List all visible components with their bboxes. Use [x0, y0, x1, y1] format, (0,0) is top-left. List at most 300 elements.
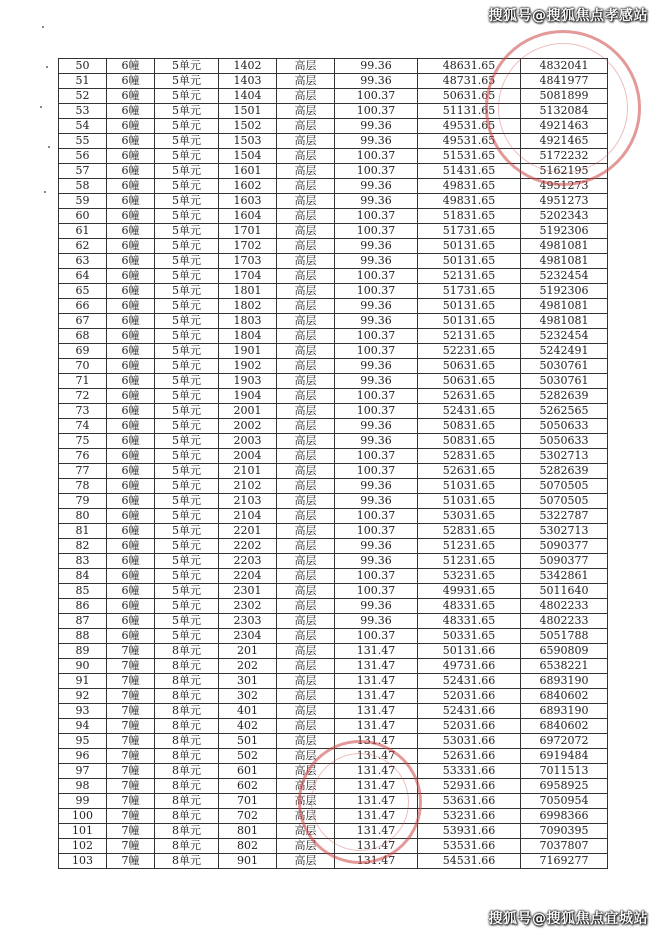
cell-building: 7幢	[107, 689, 155, 704]
cell-type: 高层	[277, 224, 335, 239]
cell-type: 高层	[277, 494, 335, 509]
cell-room: 2303	[219, 614, 277, 629]
cell-row-number: 98	[59, 779, 107, 794]
cell-area: 131.47	[335, 689, 418, 704]
cell-area: 99.36	[335, 119, 418, 134]
cell-area: 100.37	[335, 569, 418, 584]
cell-unit: 5单元	[155, 479, 219, 494]
cell-unit: 5单元	[155, 119, 219, 134]
cell-building: 7幢	[107, 854, 155, 869]
cell-unit: 5单元	[155, 239, 219, 254]
table-row	[59, 779, 608, 794]
cell-unit-price: 51031.65	[418, 494, 521, 509]
cell-room: 301	[219, 674, 277, 689]
cell-row-number: 75	[59, 434, 107, 449]
cell-building: 6幢	[107, 434, 155, 449]
cell-total-price: 5202343	[521, 209, 608, 224]
cell-unit: 8单元	[155, 764, 219, 779]
cell-unit: 5单元	[155, 269, 219, 284]
cell-unit: 8单元	[155, 704, 219, 719]
cell-unit: 5单元	[155, 254, 219, 269]
cell-total-price: 7169277	[521, 854, 608, 869]
cell-unit: 8单元	[155, 719, 219, 734]
cell-row-number: 101	[59, 824, 107, 839]
cell-row-number: 64	[59, 269, 107, 284]
cell-unit-price: 54531.66	[418, 854, 521, 869]
cell-room: 1502	[219, 119, 277, 134]
cell-room: 802	[219, 839, 277, 854]
table-row	[59, 509, 608, 524]
cell-unit: 5单元	[155, 389, 219, 404]
cell-area: 100.37	[335, 584, 418, 599]
cell-building: 6幢	[107, 329, 155, 344]
cell-building: 7幢	[107, 824, 155, 839]
cell-row-number: 63	[59, 254, 107, 269]
cell-unit-price: 49831.65	[418, 179, 521, 194]
cell-unit: 5单元	[155, 509, 219, 524]
cell-room: 2202	[219, 539, 277, 554]
cell-unit: 5单元	[155, 524, 219, 539]
cell-total-price: 7011513	[521, 764, 608, 779]
cell-total-price: 4981081	[521, 299, 608, 314]
table-row	[59, 464, 608, 479]
cell-row-number: 51	[59, 74, 107, 89]
cell-row-number: 89	[59, 644, 107, 659]
cell-type: 高层	[277, 464, 335, 479]
cell-area: 100.37	[335, 164, 418, 179]
cell-row-number: 96	[59, 749, 107, 764]
table-row	[59, 494, 608, 509]
cell-area: 100.37	[335, 224, 418, 239]
cell-building: 6幢	[107, 239, 155, 254]
cell-building: 6幢	[107, 494, 155, 509]
cell-type: 高层	[277, 524, 335, 539]
cell-building: 6幢	[107, 104, 155, 119]
table-row	[59, 134, 608, 149]
cell-unit: 8单元	[155, 734, 219, 749]
cell-unit: 5单元	[155, 344, 219, 359]
cell-unit-price: 48331.65	[418, 614, 521, 629]
table-row	[59, 344, 608, 359]
cell-room: 501	[219, 734, 277, 749]
cell-area: 100.37	[335, 629, 418, 644]
cell-area: 131.47	[335, 719, 418, 734]
table-row	[59, 299, 608, 314]
cell-unit: 5单元	[155, 464, 219, 479]
cell-type: 高层	[277, 344, 335, 359]
cell-unit-price: 52031.66	[418, 719, 521, 734]
cell-unit: 8单元	[155, 839, 219, 854]
cell-room: 2001	[219, 404, 277, 419]
cell-type: 高层	[277, 329, 335, 344]
table-row	[59, 119, 608, 134]
cell-total-price: 5192306	[521, 224, 608, 239]
cell-row-number: 80	[59, 509, 107, 524]
cell-row-number: 59	[59, 194, 107, 209]
cell-type: 高层	[277, 779, 335, 794]
cell-room: 302	[219, 689, 277, 704]
cell-room: 1804	[219, 329, 277, 344]
cell-unit-price: 52831.65	[418, 449, 521, 464]
cell-room: 1404	[219, 89, 277, 104]
cell-building: 6幢	[107, 524, 155, 539]
cell-unit: 5单元	[155, 314, 219, 329]
cell-unit-price: 50831.65	[418, 419, 521, 434]
cell-building: 6幢	[107, 179, 155, 194]
cell-unit-price: 50131.65	[418, 314, 521, 329]
cell-room: 1803	[219, 314, 277, 329]
cell-building: 6幢	[107, 224, 155, 239]
cell-unit: 5单元	[155, 209, 219, 224]
cell-unit-price: 52131.65	[418, 329, 521, 344]
cell-room: 502	[219, 749, 277, 764]
table-row	[59, 854, 608, 869]
cell-room: 2002	[219, 419, 277, 434]
cell-total-price: 5282639	[521, 389, 608, 404]
cell-type: 高层	[277, 629, 335, 644]
cell-row-number: 76	[59, 449, 107, 464]
table-row	[59, 194, 608, 209]
cell-building: 7幢	[107, 734, 155, 749]
table-row	[59, 614, 608, 629]
cell-building: 6幢	[107, 539, 155, 554]
cell-type: 高层	[277, 419, 335, 434]
cell-type: 高层	[277, 194, 335, 209]
table-body	[59, 59, 608, 869]
cell-building: 6幢	[107, 404, 155, 419]
cell-room: 1501	[219, 104, 277, 119]
cell-row-number: 94	[59, 719, 107, 734]
cell-unit-price: 51231.65	[418, 539, 521, 554]
table-row	[59, 749, 608, 764]
cell-unit: 5单元	[155, 284, 219, 299]
cell-area: 131.47	[335, 824, 418, 839]
cell-type: 高层	[277, 689, 335, 704]
cell-unit-price: 48631.65	[418, 59, 521, 74]
cell-row-number: 52	[59, 89, 107, 104]
cell-total-price: 4951273	[521, 179, 608, 194]
table-row	[59, 524, 608, 539]
cell-building: 7幢	[107, 794, 155, 809]
cell-unit-price: 51731.65	[418, 284, 521, 299]
cell-area: 100.37	[335, 344, 418, 359]
cell-unit: 5单元	[155, 149, 219, 164]
cell-building: 6幢	[107, 389, 155, 404]
cell-room: 2204	[219, 569, 277, 584]
cell-type: 高层	[277, 59, 335, 74]
cell-room: 1904	[219, 389, 277, 404]
cell-total-price: 5090377	[521, 539, 608, 554]
cell-unit: 8单元	[155, 824, 219, 839]
cell-building: 6幢	[107, 74, 155, 89]
cell-unit-price: 53631.66	[418, 794, 521, 809]
cell-room: 2102	[219, 479, 277, 494]
cell-unit: 5单元	[155, 584, 219, 599]
cell-type: 高层	[277, 299, 335, 314]
cell-unit: 5单元	[155, 329, 219, 344]
cell-unit-price: 53031.66	[418, 734, 521, 749]
cell-total-price: 4981081	[521, 239, 608, 254]
cell-room: 801	[219, 824, 277, 839]
cell-total-price: 5090377	[521, 554, 608, 569]
cell-type: 高层	[277, 854, 335, 869]
cell-area: 99.36	[335, 299, 418, 314]
cell-unit-price: 53231.66	[418, 809, 521, 824]
cell-unit-price: 52231.65	[418, 344, 521, 359]
table-row	[59, 284, 608, 299]
cell-unit-price: 50631.65	[418, 374, 521, 389]
cell-total-price: 5070505	[521, 479, 608, 494]
cell-total-price: 7037807	[521, 839, 608, 854]
table-row	[59, 179, 608, 194]
cell-type: 高层	[277, 794, 335, 809]
cell-room: 601	[219, 764, 277, 779]
cell-room: 402	[219, 719, 277, 734]
cell-room: 2201	[219, 524, 277, 539]
cell-building: 6幢	[107, 449, 155, 464]
table-row	[59, 479, 608, 494]
cell-area: 131.47	[335, 659, 418, 674]
cell-unit-price: 53231.65	[418, 569, 521, 584]
cell-type: 高层	[277, 749, 335, 764]
cell-row-number: 69	[59, 344, 107, 359]
cell-area: 99.36	[335, 434, 418, 449]
cell-row-number: 87	[59, 614, 107, 629]
cell-row-number: 91	[59, 674, 107, 689]
cell-total-price: 5070505	[521, 494, 608, 509]
cell-unit: 8单元	[155, 809, 219, 824]
table-row	[59, 434, 608, 449]
cell-row-number: 50	[59, 59, 107, 74]
table-row	[59, 554, 608, 569]
cell-building: 6幢	[107, 254, 155, 269]
cell-row-number: 72	[59, 389, 107, 404]
cell-total-price: 6972072	[521, 734, 608, 749]
cell-building: 7幢	[107, 704, 155, 719]
cell-room: 401	[219, 704, 277, 719]
cell-total-price: 5172232	[521, 149, 608, 164]
cell-type: 高层	[277, 254, 335, 269]
cell-unit: 5单元	[155, 539, 219, 554]
cell-row-number: 60	[59, 209, 107, 224]
cell-row-number: 82	[59, 539, 107, 554]
cell-total-price: 6893190	[521, 704, 608, 719]
cell-room: 2103	[219, 494, 277, 509]
cell-room: 1503	[219, 134, 277, 149]
table-row	[59, 539, 608, 554]
cell-room: 1902	[219, 359, 277, 374]
cell-unit: 8单元	[155, 854, 219, 869]
cell-type: 高层	[277, 764, 335, 779]
cell-type: 高层	[277, 374, 335, 389]
cell-total-price: 7050954	[521, 794, 608, 809]
cell-building: 6幢	[107, 194, 155, 209]
cell-unit-price: 51231.65	[418, 554, 521, 569]
cell-total-price: 4802233	[521, 614, 608, 629]
cell-type: 高层	[277, 509, 335, 524]
cell-area: 100.37	[335, 524, 418, 539]
cell-building: 6幢	[107, 314, 155, 329]
table-row	[59, 269, 608, 284]
table-row	[59, 734, 608, 749]
cell-building: 6幢	[107, 149, 155, 164]
cell-total-price: 5322787	[521, 509, 608, 524]
cell-building: 6幢	[107, 374, 155, 389]
cell-unit: 5单元	[155, 614, 219, 629]
cell-type: 高层	[277, 314, 335, 329]
cell-total-price: 6840602	[521, 719, 608, 734]
cell-room: 1402	[219, 59, 277, 74]
cell-unit-price: 50331.65	[418, 629, 521, 644]
cell-type: 高层	[277, 119, 335, 134]
cell-area: 99.36	[335, 539, 418, 554]
cell-unit-price: 52431.65	[418, 404, 521, 419]
cell-unit-price: 52931.66	[418, 779, 521, 794]
cell-room: 1903	[219, 374, 277, 389]
cell-type: 高层	[277, 359, 335, 374]
cell-type: 高层	[277, 824, 335, 839]
cell-area: 99.36	[335, 179, 418, 194]
cell-area: 100.37	[335, 404, 418, 419]
cell-unit: 5单元	[155, 74, 219, 89]
table-row	[59, 719, 608, 734]
cell-building: 6幢	[107, 479, 155, 494]
cell-unit-price: 50631.65	[418, 89, 521, 104]
cell-total-price: 4921465	[521, 134, 608, 149]
cell-total-price: 5302713	[521, 524, 608, 539]
cell-row-number: 66	[59, 299, 107, 314]
cell-row-number: 53	[59, 104, 107, 119]
cell-total-price: 4981081	[521, 314, 608, 329]
table-row	[59, 569, 608, 584]
cell-room: 1603	[219, 194, 277, 209]
cell-room: 2104	[219, 509, 277, 524]
cell-building: 6幢	[107, 569, 155, 584]
cell-area: 99.36	[335, 194, 418, 209]
cell-row-number: 81	[59, 524, 107, 539]
table-row	[59, 449, 608, 464]
cell-unit: 5单元	[155, 89, 219, 104]
cell-unit-price: 52031.66	[418, 689, 521, 704]
cell-row-number: 79	[59, 494, 107, 509]
cell-area: 100.37	[335, 269, 418, 284]
scan-dots	[38, 26, 58, 206]
cell-row-number: 58	[59, 179, 107, 194]
cell-type: 高层	[277, 809, 335, 824]
cell-unit-price: 49931.65	[418, 584, 521, 599]
cell-unit: 5单元	[155, 224, 219, 239]
cell-unit: 5单元	[155, 434, 219, 449]
cell-unit: 5单元	[155, 629, 219, 644]
cell-total-price: 5262565	[521, 404, 608, 419]
cell-type: 高层	[277, 89, 335, 104]
cell-total-price: 5011640	[521, 584, 608, 599]
cell-row-number: 78	[59, 479, 107, 494]
cell-type: 高层	[277, 239, 335, 254]
cell-unit-price: 50131.66	[418, 644, 521, 659]
cell-row-number: 99	[59, 794, 107, 809]
cell-total-price: 5302713	[521, 449, 608, 464]
cell-building: 6幢	[107, 209, 155, 224]
cell-total-price: 4832041	[521, 59, 608, 74]
cell-type: 高层	[277, 674, 335, 689]
cell-building: 6幢	[107, 419, 155, 434]
cell-total-price: 4921463	[521, 119, 608, 134]
cell-unit-price: 49531.65	[418, 119, 521, 134]
cell-building: 6幢	[107, 464, 155, 479]
cell-row-number: 97	[59, 764, 107, 779]
cell-type: 高层	[277, 569, 335, 584]
cell-room: 1701	[219, 224, 277, 239]
cell-unit-price: 51431.65	[418, 164, 521, 179]
cell-building: 7幢	[107, 779, 155, 794]
cell-building: 6幢	[107, 119, 155, 134]
table-row	[59, 659, 608, 674]
cell-area: 99.36	[335, 419, 418, 434]
cell-total-price: 5192306	[521, 284, 608, 299]
table-row	[59, 389, 608, 404]
cell-unit-price: 51831.65	[418, 209, 521, 224]
cell-row-number: 77	[59, 464, 107, 479]
cell-total-price: 5132084	[521, 104, 608, 119]
cell-row-number: 74	[59, 419, 107, 434]
cell-total-price: 6538221	[521, 659, 608, 674]
cell-total-price: 4841977	[521, 74, 608, 89]
table-row	[59, 254, 608, 269]
cell-room: 602	[219, 779, 277, 794]
cell-row-number: 57	[59, 164, 107, 179]
cell-type: 高层	[277, 449, 335, 464]
table-row	[59, 704, 608, 719]
cell-unit-price: 51731.65	[418, 224, 521, 239]
cell-type: 高层	[277, 539, 335, 554]
cell-area: 99.36	[335, 479, 418, 494]
cell-row-number: 93	[59, 704, 107, 719]
cell-unit-price: 53531.66	[418, 839, 521, 854]
cell-area: 131.47	[335, 839, 418, 854]
cell-unit: 8单元	[155, 674, 219, 689]
cell-row-number: 65	[59, 284, 107, 299]
cell-area: 99.36	[335, 374, 418, 389]
cell-row-number: 92	[59, 689, 107, 704]
table-row	[59, 419, 608, 434]
cell-unit: 5单元	[155, 419, 219, 434]
cell-row-number: 54	[59, 119, 107, 134]
cell-room: 1704	[219, 269, 277, 284]
cell-type: 高层	[277, 644, 335, 659]
cell-area: 131.47	[335, 854, 418, 869]
table-row	[59, 149, 608, 164]
table-row	[59, 839, 608, 854]
cell-row-number: 85	[59, 584, 107, 599]
cell-type: 高层	[277, 659, 335, 674]
cell-area: 99.36	[335, 359, 418, 374]
cell-area: 100.37	[335, 209, 418, 224]
cell-unit: 5单元	[155, 194, 219, 209]
table-row	[59, 674, 608, 689]
cell-unit-price: 50631.65	[418, 359, 521, 374]
table-row	[59, 359, 608, 374]
house-price-table	[58, 58, 608, 869]
table-row	[59, 599, 608, 614]
cell-unit: 5单元	[155, 179, 219, 194]
cell-room: 201	[219, 644, 277, 659]
cell-unit: 5单元	[155, 104, 219, 119]
cell-area: 131.47	[335, 644, 418, 659]
cell-area: 99.36	[335, 134, 418, 149]
cell-room: 2003	[219, 434, 277, 449]
cell-total-price: 5050633	[521, 419, 608, 434]
